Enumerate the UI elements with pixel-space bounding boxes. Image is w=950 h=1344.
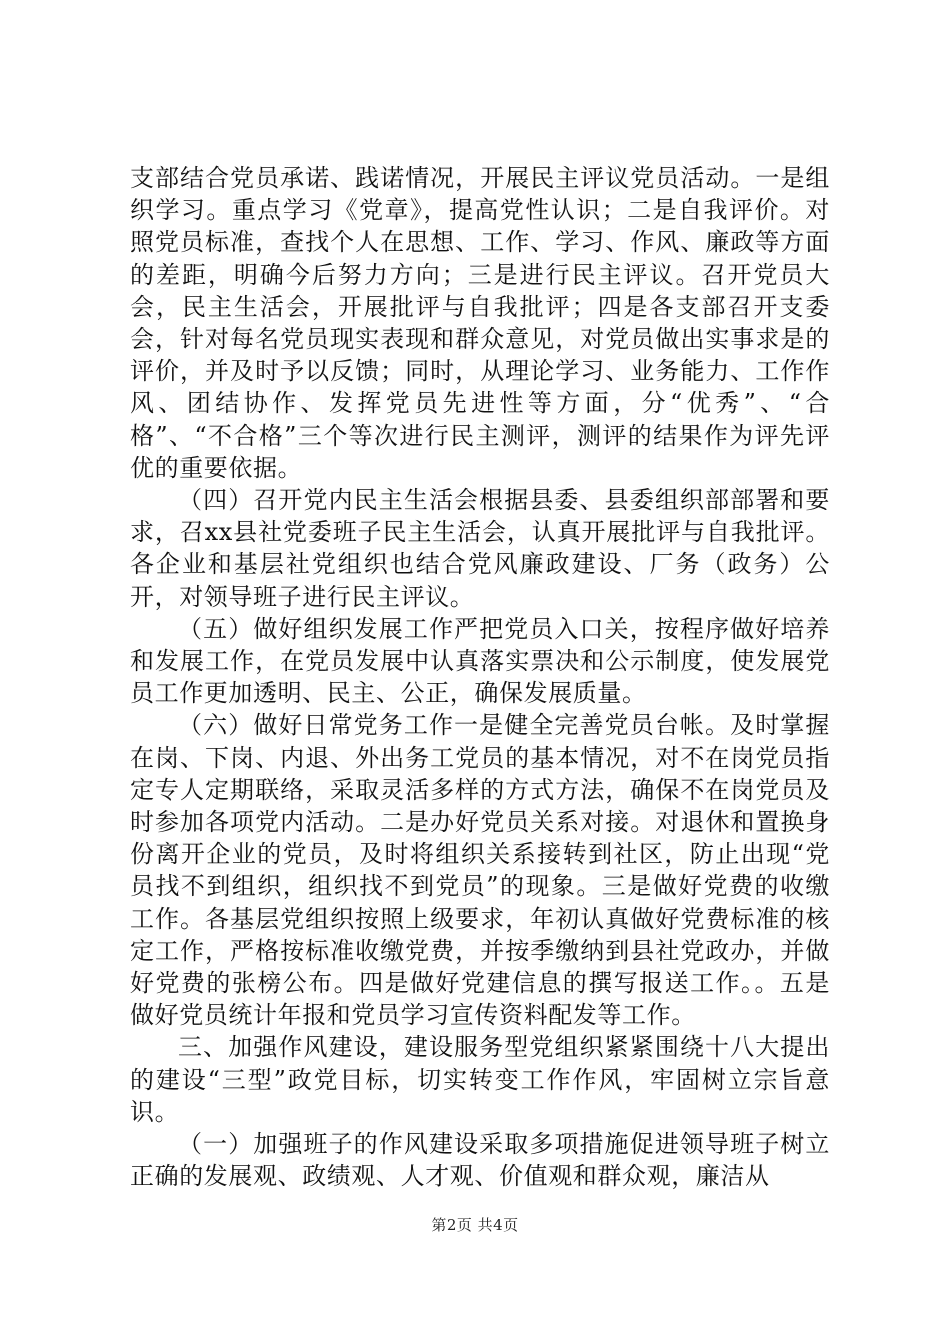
paragraph-2: （四）召开党内民主生活会根据县委、县委组织部部署和要求，召xx县社党委班子民主生活会，认真开展批评与自我批评。各企业和基层社党组织也结合党风廉政建设、厂务（政务）公开，对领导班子进行民主评议。 — [130, 486, 830, 611]
paragraph-6: （一）加强班子的作风建设采取多项措施促进领导班子树立正确的发展观、政绩观、人才观、价值观和群众观，廉洁从 — [130, 1130, 830, 1191]
page-footer: 第2页 共4页 — [431, 1216, 519, 1234]
paragraph-3: （五）做好组织发展工作严把党员入口关，按程序做好培养和发展工作，在党员发展中认真落实票决和公示制度，使发展党员工作更加透明、民主、公正，确保发展质量。 — [130, 614, 830, 708]
paragraph-5: 三、加强作风建设，建设服务型党组织紧紧围绕十八大提出的建设“三型”政党目标，切实转变工作作风，牢固树立宗旨意识。 — [130, 1033, 830, 1126]
document-body — [130, 162, 830, 1193]
paragraph-4: （六）做好日常党务工作一是健全完善党员台帐。及时掌握在岗、下岗、内退、外出务工党员的基本情况，对不在岗党员指定专人定期联络，采取灵活多样的方式方法，确保不在岗党员及时参加各项党内活动。二是办好党员关系对接。对退休和置换身份离开企业的党员，及时将组织关系接转到社区，防止出现“党员找不到组织，组织找不到党员”的现象。三是做好党费的收缴工作。各基层党组织按照上级要求，年初认真做好党费标准的核定工作，严格按标准收缴党费，并按季缴纳到县社党政办，并做好党费的张榜公布。四是做好党建信息的撰写报送工作。。五是做好党员统计年报和党员学习宣传资料配发等工作。 — [130, 711, 830, 1030]
paragraph-1: 支部结合党员承诺、践诺情况，开展民主评议党员活动。一是组织学习。重点学习《党章》，提高党性认识；二是自我评价。对照党员标准，查找个人在思想、工作、学习、作风、廉政等方面的差距，明确今后努力方向；三是进行民主评议。召开党员大会，民主生活会，开展批评与自我批评；四是各支部召开支委会，针对每名党员现实表现和群众意见，对党员做出实事求是的评价，并及时予以反馈；同时，从理论学习、业务能力、工作作风、团结协作、发挥党员先进性等方面，分“优秀”、“合格”、“不合格”三个等次进行民主测评，测评的结果作为评先评优的重要依据。 — [130, 164, 830, 482]
